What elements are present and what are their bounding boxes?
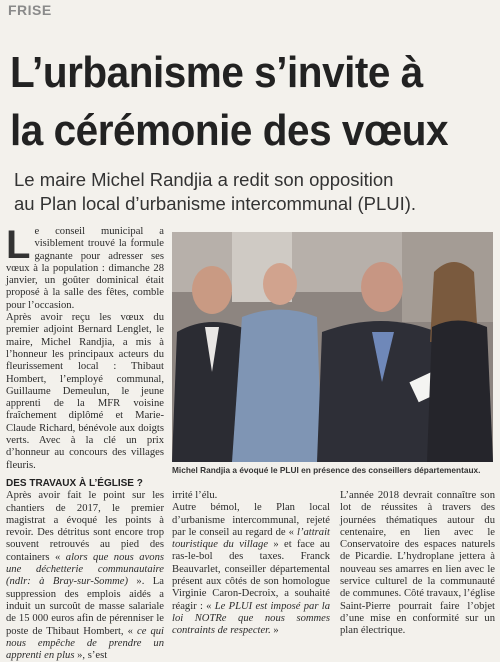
section-kicker: FRISE <box>8 2 52 18</box>
body-paragraph-works <box>6 490 164 662</box>
article-column-3 <box>340 490 495 638</box>
works-text-b: ». La suppression des emplois aidés a induit un surcoût de masse salariale de 15 000 euros afin de pérenniser le poste de Thibaut Hombert, « <box>6 576 164 637</box>
works-text-c: », s’est <box>77 650 108 662</box>
plui-text-b: » et face au ras-le-bol des taxes. Franck Beauvarlet, conseiller départemental présent aux côtés de son homologue Virginie Caron-Decroix, a souhaité réagir : « <box>172 539 330 612</box>
photo-caption: Michel Randjia a évoqué le PLUI en présence des conseillers départementaux. <box>172 465 481 475</box>
intro-text: e conseil municipal a visiblement trouvé la formule gagnante pour adresser ses vœux à la population : dimanche 28 janvier, un goûter dominical était proposé à la salle des fêtes, comble pour l’occasion. <box>6 226 164 311</box>
plui-quote-1: l’attrait touristique du village <box>172 526 330 551</box>
photo-illustration <box>172 232 493 462</box>
body-paragraph-2018: L’année 2018 devrait connaître son lot de réussites à travers des journées thématiques autour du centenaire, en lien avec le Conservatoire des espaces naturels de Picardie. L’hydroplane jettera à nouveau ses amarres en lien avec le service culturel de la communauté de communes. Côté travaux, l’église Saint-Pierre pourrait faire l’objet d’une mise en conformité sur un plan électrique. <box>340 490 495 637</box>
col2-lead: irrité l’élu. <box>172 490 218 501</box>
subheadline-line-1: Le maire Michel Randjia a redit son opposition <box>14 169 394 190</box>
article-column-1 <box>6 223 164 662</box>
section-heading: DES TRAVAUX À L’ÉGLISE ? <box>6 477 143 489</box>
works-text-a: Après avoir fait le point sur les chantiers de 2017, le premier magistrat a évoqué les points à revoir. Des détritus sont encore trop souvent retrouvés au pied des containers « <box>6 490 164 563</box>
headline-line-2: la cérémonie des vœux <box>10 106 449 155</box>
article-photo <box>172 232 493 462</box>
headline-line-1: L’urbanisme s’invite à <box>10 48 423 97</box>
works-quote-2: ce qui nous empêche de prendre un apprenti en plus <box>6 625 164 662</box>
article-column-2 <box>172 490 330 638</box>
intro-paragraph <box>6 223 164 312</box>
body-paragraph-honors: Après avoir reçu les vœux du premier adjoint Bernard Lenglet, le maire, Michel Randjia, a mis à l’honneur les principaux acteurs du fleurissement local : Thibaut Hombert, l’employé communal, Guillaume Demeulun, le jeune apprenti de la MFR voisine fraîchement diplômé et Marie-Claude Richard, bénévole aux doigts verts. Avec à la clé un prix d’honneur au concours des villages fleuris. <box>6 312 164 471</box>
headline <box>10 44 456 160</box>
subheadline <box>14 168 494 216</box>
works-quote-1: alors que nous avons une déchetterie communautaire (ndlr: à Bray-sur-Somme) <box>6 551 164 588</box>
plui-text-c: » <box>273 625 279 637</box>
body-paragraph-plui <box>172 502 330 637</box>
dropcap: L <box>6 223 31 267</box>
subheadline-line-2: au Plan local d’urbanisme intercommunal (PLUI). <box>14 193 417 214</box>
plui-quote-2: Le PLUI est imposé par la loi NOTRe que nous sommes contraints de respecter. <box>172 600 330 637</box>
plui-text-a: Autre bémol, le Plan local d’urbanisme intercommunal, rejeté par le conseil au regard de « <box>172 502 330 538</box>
